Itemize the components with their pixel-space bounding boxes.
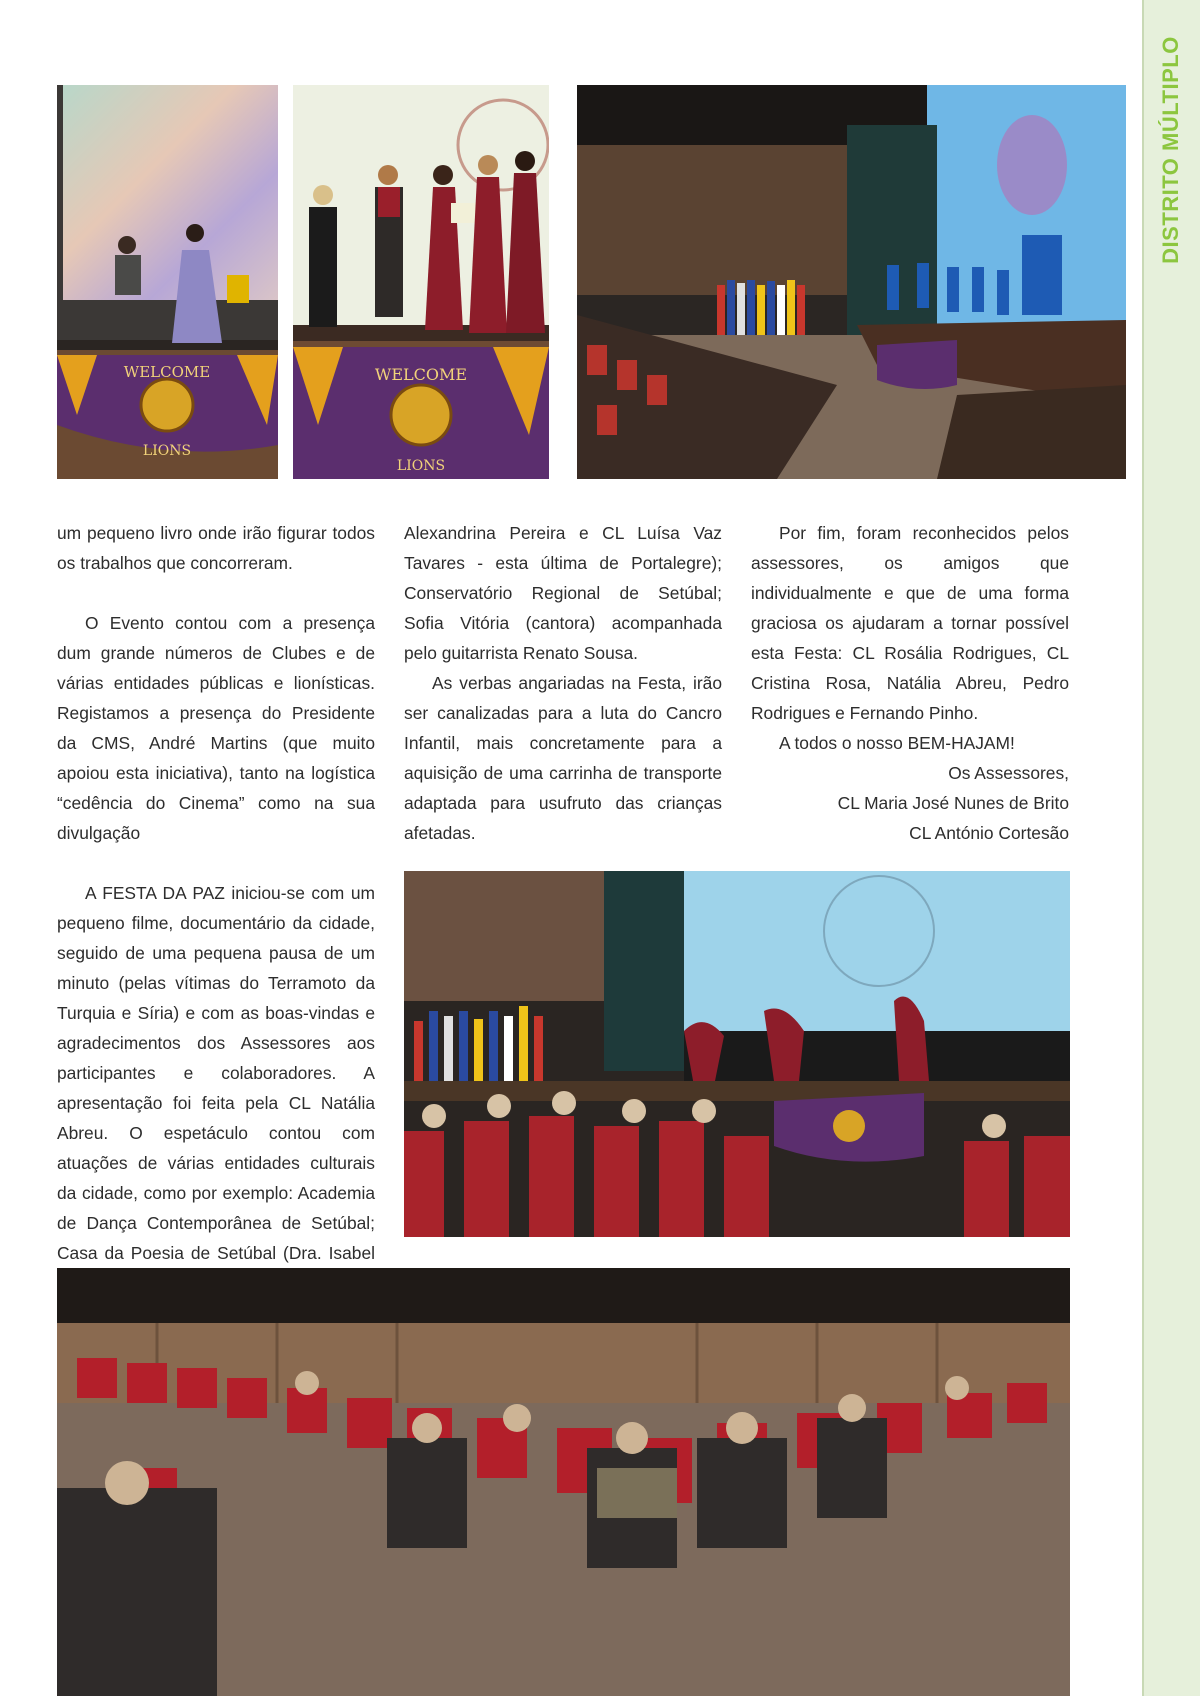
column1-paragraph-1: um pequeno livro onde irão figurar todos os trabalhos que concorreram.	[57, 523, 375, 573]
text-column-3	[751, 518, 1069, 848]
banner-welcome-text: WELCOME	[374, 365, 468, 384]
photo-icon	[293, 85, 549, 479]
signature-line-1: Os Assessores,	[948, 763, 1069, 783]
text-column-1	[57, 518, 375, 1298]
photo-icon	[577, 85, 1126, 479]
text-column-2	[404, 518, 722, 848]
photo-dancers-certificate	[293, 85, 549, 479]
photo-audience	[57, 1268, 1070, 1696]
photo-singer-guitarist	[57, 85, 278, 479]
column3-paragraph-2: A todos o nosso BEM-HAJAM!	[779, 733, 1015, 753]
photo-dance-performance	[404, 871, 1070, 1237]
signature-line-2: CL Maria José Nunes de Brito	[837, 793, 1069, 813]
column3-paragraph-1: Por fim, foram reconhecidos pelos assessores, os amigos que individualmente e que de uma forma graciosa os ajudaram a tornar possível esta Festa: CL Rosália Rodrigues, CL Cristina Rosa, Natália Abreu, Pedro Rodrigues e Fernando Pinho.	[751, 523, 1069, 723]
column1-paragraph-3: A FESTA DA PAZ iniciou-se com um pequeno filme, documentário da cidade, seguido de uma pequena pausa de um minuto (pelas vítimas do Terramoto da Turquia e Síria) e com as boas-vindas e agradecimentos dos Assessores aos participantes e colaboradores. A apresentação foi feita pela CL Natália Abreu. O espetáculo contou com atuações de várias entidades culturais da cidade, como por exemplo: Academia de Dança Contemporânea de Setúbal; Casa da Poesia de Setúbal (Dra. Isabel	[57, 883, 375, 1263]
photo-icon	[404, 871, 1070, 1237]
photo-saxophone-ensemble	[577, 85, 1126, 479]
section-label: DISTRITO MÚLTIPLO	[1158, 36, 1183, 264]
column1-paragraph-2: O Evento contou com a presença dum grande números de Clubes e de várias entidades públicas e lionísticas. Registamos a presença do Presidente da CMS, André Martins (que muito apoiou esta iniciativa), tanto na logística “cedência do Cinema” como na sua divulgação	[57, 613, 375, 843]
banner-lions-text: LIONS	[396, 458, 446, 474]
photo-icon	[57, 85, 278, 479]
banner-lions-text: LIONS	[142, 443, 192, 459]
column2-paragraph-1: Alexandrina Pereira e CL Luísa Vaz Tavares - esta última de Portalegre); Conservatório Regional de Setúbal; Sofia Vitória (cantora) acompanhada pelo guitarrista Renato Sousa.	[404, 523, 722, 663]
signature-line-3: CL António Cortesão	[909, 823, 1069, 843]
column2-paragraph-2: As verbas angariadas na Festa, irão ser canalizadas para a luta do Cancro Infantil, mais concretamente para a aquisição de uma carrinha de transporte adaptada para usufruto das crianças afetadas.	[404, 673, 722, 843]
banner-welcome-text: WELCOME	[123, 363, 211, 381]
photo-icon	[57, 1268, 1070, 1696]
